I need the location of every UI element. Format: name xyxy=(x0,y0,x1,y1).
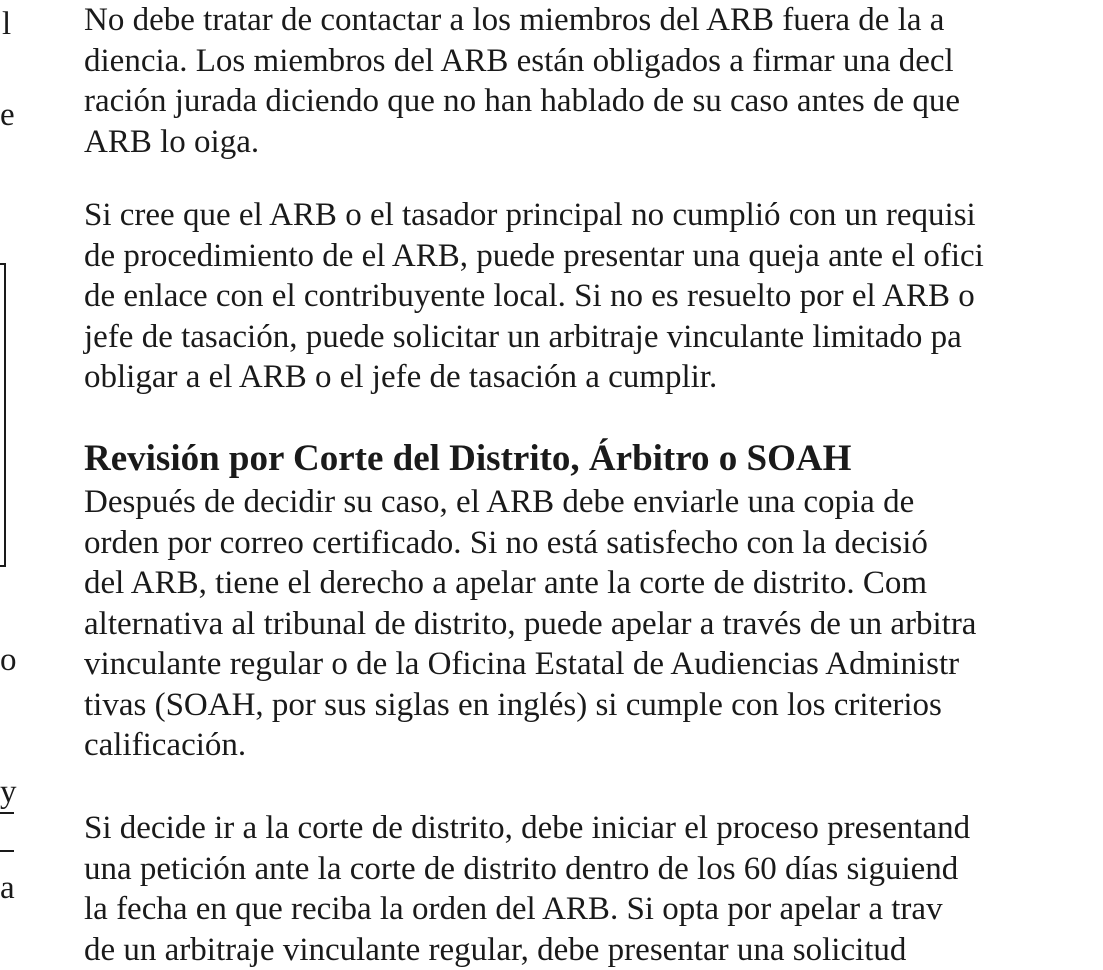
paragraph-district-court xyxy=(84,808,970,970)
text-line: Después de decidir su caso, el ARB debe enviarle una copia de xyxy=(84,482,976,523)
text-line: del ARB, tiene el derecho a apelar ante la corte de distrito. Com xyxy=(84,563,976,604)
text-line: de procedimiento de el ARB, puede presentar una queja ante el ofici xyxy=(84,236,984,277)
text-line: ARB lo oiga. xyxy=(84,122,960,163)
text-line: tivas (SOAH, por sus siglas en inglés) si cumple con los criterios xyxy=(84,685,976,726)
text-line: No debe tratar de contactar a los miembros del ARB fuera de la a xyxy=(84,0,960,41)
text-line: ración jurada diciendo que no han hablado de su caso antes de que xyxy=(84,81,960,122)
text-line: la fecha en que reciba la orden del ARB. Si opta por apelar a trav xyxy=(84,889,970,930)
text-line: Si decide ir a la corte de distrito, debe iniciar el proceso presentand xyxy=(84,808,970,849)
left-column-box-border xyxy=(0,263,6,567)
text-line: vinculante regular o de la Oficina Estatal de Audiencias Administr xyxy=(84,644,976,685)
left-column-fragment: o xyxy=(0,640,17,680)
text-line: calificación. xyxy=(84,725,976,766)
left-column-fragment: a xyxy=(0,868,15,908)
paragraph-appeal-options xyxy=(84,482,976,766)
left-column-fragment: y xyxy=(0,772,17,812)
text-line: diencia. Los miembros del ARB están obligados a firmar una decl xyxy=(84,41,960,82)
text-line: jefe de tasación, puede solicitar un arbitraje vinculante limitado pa xyxy=(84,317,984,358)
paragraph-complaint-procedure xyxy=(84,195,984,398)
text-line: de enlace con el contribuyente local. Si no es resuelto por el ARB o xyxy=(84,276,984,317)
text-line: una petición ante la corte de distrito dentro de los 60 días siguiend xyxy=(84,849,970,890)
left-column-fragment: e xyxy=(0,95,15,135)
text-line: Si cree que el ARB o el tasador principal no cumplió con un requisi xyxy=(84,195,984,236)
text-line: obligar a el ARB o el jefe de tasación a cumplir. xyxy=(84,357,984,398)
section-heading: Revisión por Corte del Distrito, Árbitro o SOAH xyxy=(84,437,851,481)
text-line: alternativa al tribunal de distrito, puede apelar a través de un arbitra xyxy=(84,604,976,645)
text-line: orden por correo certificado. Si no está satisfecho con la decisió xyxy=(84,523,976,564)
paragraph-contact-rules xyxy=(84,0,960,162)
text-line: de un arbitraje vinculante regular, debe presentar una solicitud xyxy=(84,930,970,970)
left-column-rule xyxy=(0,850,14,852)
left-column-rule xyxy=(0,812,14,814)
left-column-fragment: l xyxy=(2,4,11,44)
